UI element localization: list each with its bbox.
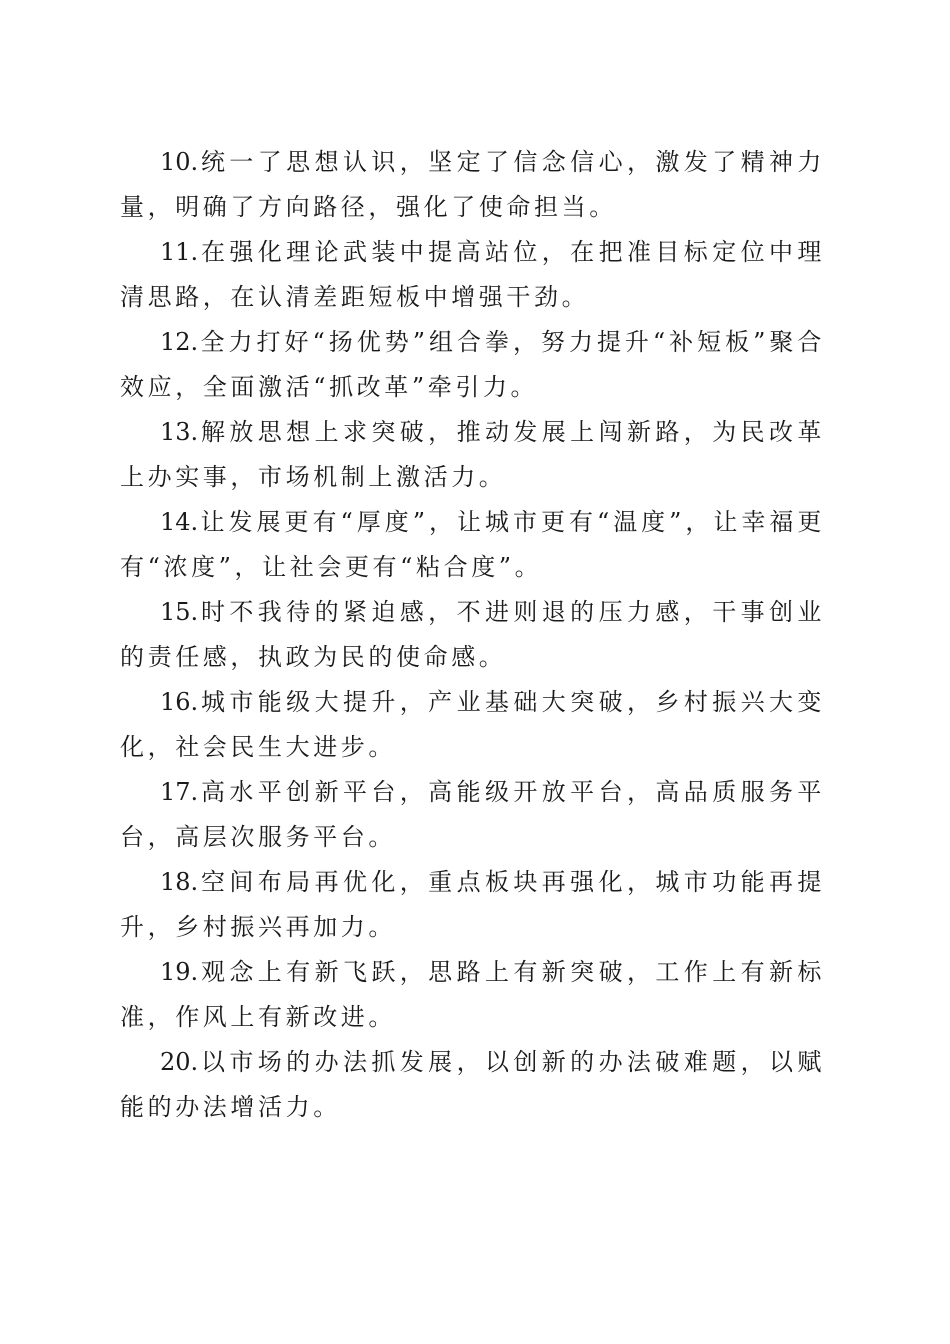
item-number: 15. (160, 598, 199, 626)
list-item (120, 1040, 825, 1130)
list-item (120, 860, 825, 950)
item-text: 空间布局再优化，重点板块再强化，城市功能再提升，乡村振兴再加力。 (120, 868, 825, 941)
item-number: 12. (160, 328, 199, 356)
item-number: 20. (160, 1048, 199, 1076)
list-item (120, 680, 825, 770)
list-item (120, 590, 825, 680)
item-number: 14. (160, 508, 199, 536)
item-number: 16. (160, 688, 199, 716)
list-item (120, 230, 825, 320)
item-text: 解放思想上求突破，推动发展上闯新路，为民改革上办实事，市场机制上激活力。 (120, 418, 825, 491)
item-number: 17. (160, 778, 199, 806)
item-text: 高水平创新平台，高能级开放平台，高品质服务平台，高层次服务平台。 (120, 778, 825, 851)
item-number: 11. (160, 238, 199, 266)
list-item (120, 140, 825, 230)
item-text: 以市场的办法抓发展，以创新的办法破难题，以赋能的办法增活力。 (120, 1048, 825, 1121)
list-item (120, 410, 825, 500)
list-item (120, 770, 825, 860)
item-text: 全力打好“扬优势”组合拳，努力提升“补短板”聚合效应，全面激活“抓改革”牵引力。 (120, 328, 825, 401)
document-body (120, 140, 825, 1130)
list-item (120, 500, 825, 590)
list-item (120, 320, 825, 410)
item-text: 城市能级大提升，产业基础大突破，乡村振兴大变化，社会民生大进步。 (120, 688, 825, 761)
item-text: 让发展更有“厚度”，让城市更有“温度”，让幸福更有“浓度”，让社会更有“粘合度”。 (120, 508, 825, 581)
item-number: 13. (160, 418, 199, 446)
item-number: 10. (160, 148, 199, 176)
list-item (120, 950, 825, 1040)
item-text: 时不我待的紧迫感，不进则退的压力感，干事创业的责任感，执政为民的使命感。 (120, 598, 825, 671)
item-number: 19. (160, 958, 199, 986)
item-text: 在强化理论武装中提高站位，在把准目标定位中理清思路，在认清差距短板中增强干劲。 (120, 238, 825, 311)
item-text: 观念上有新飞跃，思路上有新突破，工作上有新标准，作风上有新改进。 (120, 958, 825, 1031)
item-number: 18. (160, 868, 199, 896)
item-text: 统一了思想认识，坚定了信念信心，激发了精神力量，明确了方向路径，强化了使命担当。 (120, 148, 825, 221)
